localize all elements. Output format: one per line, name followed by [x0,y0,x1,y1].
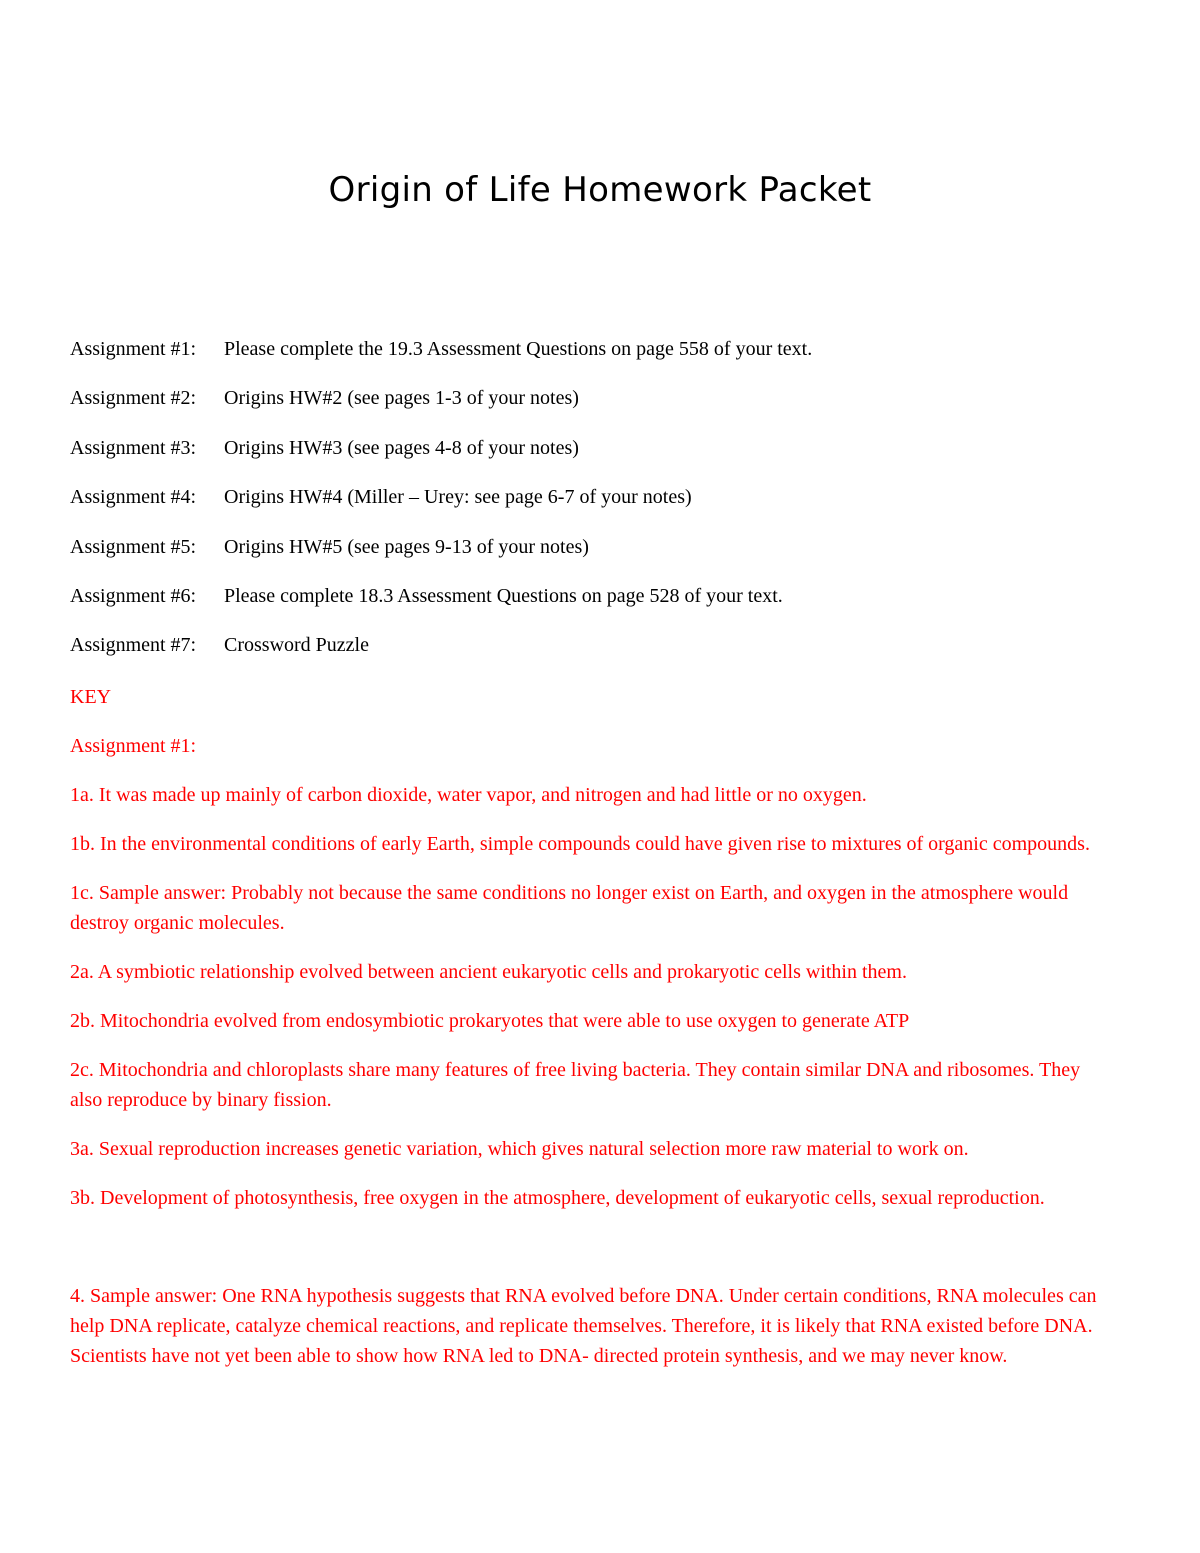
answer-paragraph: 2a. A symbiotic relationship evolved between ancient eukaryotic cells and prokaryotic cells within them. [70,961,907,983]
answer-paragraph: 1c. Sample answer: Probably not because the same conditions no longer exist on Earth, and oxygen in the atmosphere would destroy organic molecules. [70,882,1069,934]
assignment-label: Assignment #2: [70,387,197,410]
assignment-text: Please complete 18.3 Assessment Questions on page 528 of your text. [224,584,783,607]
assignment-text: Crossword Puzzle [224,634,369,657]
assignment-text: Origins HW#4 (Miller – Urey: see page 6-7 of your notes) [224,486,692,509]
answer-paragraph: 4. Sample answer: One RNA hypothesis suggests that RNA evolved before DNA. Under certain conditions, RNA molecules can help DNA replicate, catalyze chemical reactions, and replicate themselves. Therefore, it is likely that RNA existed before DNA. Scientists have not yet been able to show how RNA led to DNA- directed protein synthesis, and we may never know. [70,1285,1097,1367]
assignment-label: Assignment #5: [70,535,197,558]
answer-paragraph: 1b. In the environmental conditions of early Earth, simple compounds could have given rise to mixtures of organic compounds. [70,833,1090,855]
assignment-text: Origins HW#5 (see pages 9-13 of your notes) [224,535,589,558]
assignment-item [70,534,1130,583]
assignment-item [70,435,1130,484]
assignment-text: Please complete the 19.3 Assessment Questions on page 558 of your text. [224,338,813,360]
assignment-item [70,632,1130,681]
assignment-label: Assignment #3: [70,436,197,459]
assignment-label: Assignment #7: [70,634,197,657]
answer-paragraph: 2b. Mitochondria evolved from endosymbiotic prokaryotes that were able to use oxygen to generate ATP [70,1010,910,1032]
assignment-list [70,336,1130,682]
assignment-item [70,385,1130,434]
answer-key-heading: KEY [70,686,112,708]
assignment-item [70,336,1130,385]
assignment-item [70,583,1130,632]
answer-paragraph: 2c. Mitochondria and chloroplasts share many features of free living bacteria. They contain similar DNA and ribosomes. They also reproduce by binary fission. [70,1059,1081,1111]
answer-key [70,682,1115,1390]
answer-paragraph: 1a. It was made up mainly of carbon dioxide, water vapor, and nitrogen and had little or no oxygen. [70,784,867,806]
assignment-label: Assignment #4: [70,486,197,509]
assignment-label: Assignment #1: [70,338,197,360]
answer-paragraph: 3a. Sexual reproduction increases genetic variation, which gives natural selection more raw material to work on. [70,1138,969,1160]
answer-key-subheading: Assignment #1: [70,735,197,757]
document-title: Origin of Life Homework Packet [328,170,872,210]
assignment-item [70,484,1130,533]
assignment-text: Origins HW#2 (see pages 1-3 of your notes) [224,387,579,410]
assignment-label: Assignment #6: [70,584,197,607]
answer-paragraph: 3b. Development of photosynthesis, free oxygen in the atmosphere, development of eukaryotic cells, sexual reproduction. [70,1187,1045,1209]
assignment-text: Origins HW#3 (see pages 4-8 of your notes) [224,436,579,459]
